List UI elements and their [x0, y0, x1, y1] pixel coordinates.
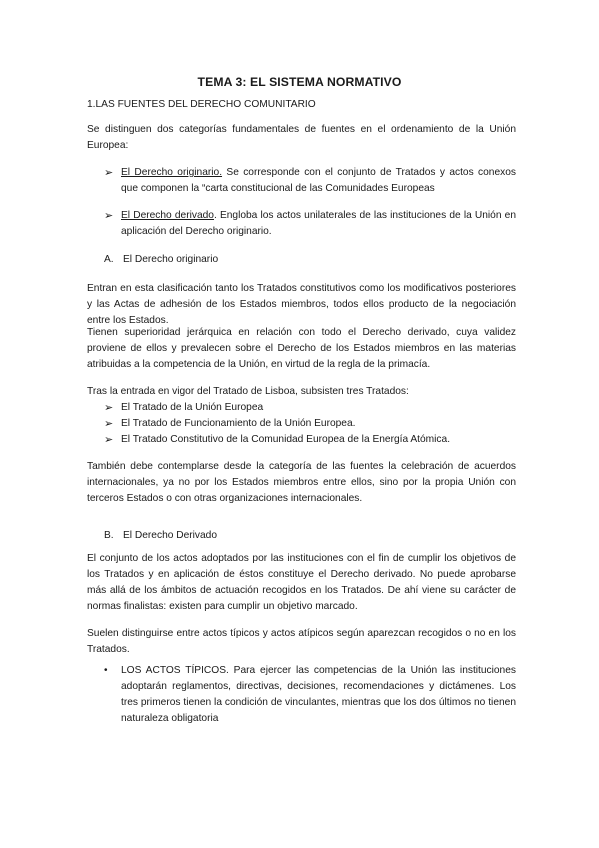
section-heading-sources: 1.LAS FUENTES DEL DERECHO COMUNITARIO: [87, 99, 316, 110]
bullet-icon: •: [104, 665, 108, 676]
page-title: TEMA 3: EL SISTEMA NORMATIVO: [197, 75, 402, 89]
intro-paragraph: Se distinguen dos categorías fundamentales de fuentes en el ordenamiento de la Unión Europea:: [87, 124, 516, 151]
paragraph-derivado-1: El conjunto de los actos adoptados por las instituciones con el fin de cumplir los objetivos de los Tratados y en aplicación de éstos constituye el Derecho derivado. No puede aprobarse más allá de los ámbitos de actuación recogidos en los Tratados. De ahí viene su carácter de normas finalistas: existen para cumplir un objetivo marcado.: [87, 553, 516, 612]
subsection-letter-a: A.: [104, 254, 114, 265]
arrow-bullet-icon: ➢: [104, 210, 114, 222]
arrow-bullet-icon: ➢: [104, 167, 114, 179]
paragraph-derivado-2: Suelen distinguirse entre actos típicos y actos atípicos según aparezcan recogidos o no en los Tratados.: [87, 628, 516, 655]
paragraph-originario-2: Tienen superioridad jerárquica en relación con todo el Derecho derivado, cuya validez proviene de ellos y prevalecen sobre el Derecho de los Estados miembros en las materias atribuidas a la competencia de la Unión, en virtud de la regla de la primacía.: [87, 327, 516, 370]
item-text-derecho-derivado: . Engloba los actos unilaterales de las instituciones de la Unión en aplicación del Derecho originario.: [121, 210, 517, 237]
arrow-bullet-icon: ➢: [104, 402, 114, 414]
subsection-title-a: El Derecho originario: [123, 254, 219, 265]
arrow-bullet-icon: ➢: [104, 418, 114, 430]
paragraph-originario-1: Entran en esta clasificación tanto los Tratados constitutivos como los modificativos posteriores y las Actas de adhesión de los Estados miembros, todos ellos producto de la negociación entre los Estados.: [87, 283, 516, 326]
treaty-item-label: El Tratado de Funcionamiento de la Unión Europea.: [121, 418, 356, 429]
term-derecho-derivado: El Derecho derivado: [121, 210, 214, 221]
arrow-bullet-icon: ➢: [104, 434, 114, 446]
treaty-item-label: El Tratado de la Unión Europea: [121, 402, 264, 413]
bullet-text-actos-tipicos: LOS ACTOS TÍPICOS. Para ejercer las competencias de la Unión las instituciones adoptarán reglamentos, directivas, decisiones, recomendaciones y dictámenes. Los tres primeros tienen la condición de vinculantes, mientras que los dos últimos no tienen naturaleza obligatoria: [121, 665, 516, 724]
bullet-item-actos-tipicos: [104, 663, 516, 727]
term-derecho-originario: El Derecho originario.: [121, 167, 223, 178]
paragraph-tratados-intro: Tras la entrada en vigor del Tratado de Lisboa, subsisten tres Tratados:: [87, 386, 409, 397]
item-text-derecho-originario: Se corresponde con el conjunto de Tratados y actos conexos que componen la “carta constitucional de las Comunidades Europeas: [121, 167, 516, 194]
list-item-derecho-originario: [104, 165, 516, 197]
treaty-item-label: El Tratado Constitutivo de la Comunidad Europea de la Energía Atómica.: [121, 434, 451, 445]
subsection-letter-b: B.: [104, 530, 114, 541]
subsection-title-b: El Derecho Derivado: [123, 530, 217, 541]
paragraph-acuerdos-internacionales: También debe contemplarse desde la categoría de las fuentes la celebración de acuerdos internacionales, ya no por los Estados miembros entre ellos, sino por la propia Unión con terceros Estados o con otras organizaciones internacionales.: [87, 461, 516, 504]
list-item-derecho-derivado: [104, 208, 516, 240]
